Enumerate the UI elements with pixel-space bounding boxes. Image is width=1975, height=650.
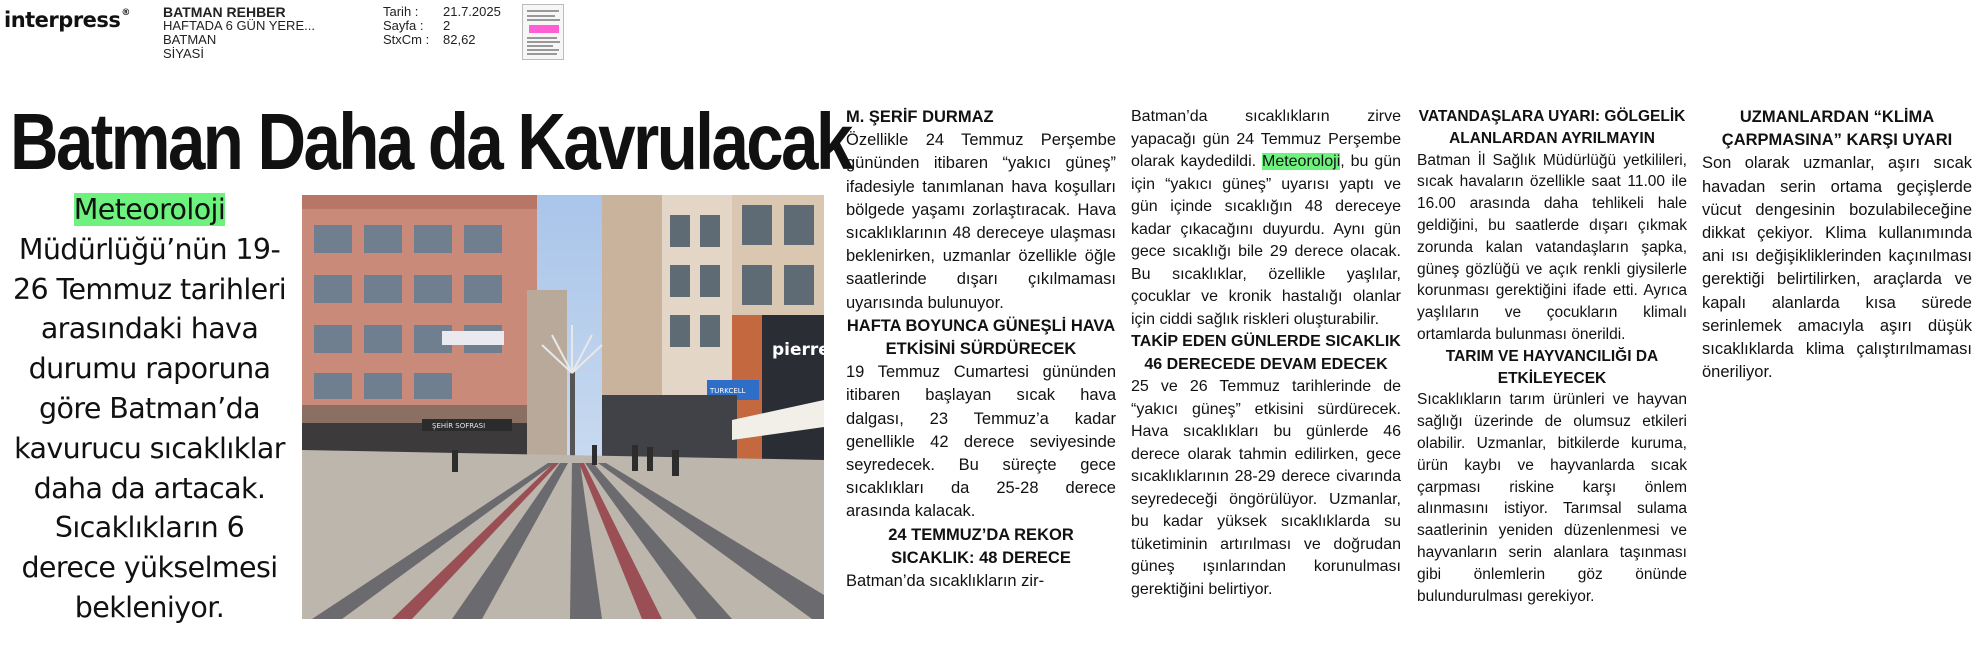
publication-frequency: HAFTADA 6 GÜN YERE... xyxy=(163,18,315,33)
clipping-meta xyxy=(383,5,501,47)
paragraph-3a: Batman’da sıcaklıkların zirve yapacağı gün 24 Temmuz Perşembe olarak kaydedildi. xyxy=(1131,108,1401,170)
paragraph-3 xyxy=(1131,106,1401,331)
page-thumbnail[interactable] xyxy=(522,4,564,60)
paragraph-4: 25 ve 26 Temmuz tarihlerinde de “yakıcı güneş” etkisini sürdürecek. Hava sıcaklıkları bu günlerde 46 derece olarak tahmin edilirken, gece sıcaklıklarının 28-29 derece civarında seyredeceği öngörülüyor. Uzmanlar, bu kadar yüksek sıcaklıklarda su tüketiminin artırılması ve doğrudan güneş ışınlarından korunulması gerektiğini belirtiyor. xyxy=(1131,378,1401,598)
byline: M. ŞERİF DURMAZ xyxy=(846,108,994,126)
lead-text: Müdürlüğü’nün 19-26 Temmuz tarihleri arasındaki hava durumu raporuna göre Batman’da kavurucu sıcaklıklar daha da artacak. Sıcaklıkların 6 derece yükselmesi bekleniyor. xyxy=(12,232,287,624)
paragraph-3b: , bu gün için “yakıcı güneş” uyarısı yaptı ve gün içinde sıcaklığın 48 dereceye kadar çıkacağını duyurdu. Aynı gün gece sıcaklığı bile 29 derece olacak. Bu sıcaklıklar, özellikle yaşlılar, çocuklar ve kronik hastalığı olanlar için ciddi sağlık riskleri oluşturabilir. xyxy=(1131,153,1401,328)
article-photo xyxy=(302,195,830,619)
subheading-3: TAKİP EDEN GÜNLERDE SICAKLIK 46 DERECEDE DEVAM EDECEK xyxy=(1131,333,1401,373)
article-lead xyxy=(8,190,291,628)
stxcm-label: StxCm : xyxy=(383,32,430,47)
publication-name: BATMAN REHBER xyxy=(163,4,286,20)
publication-info xyxy=(163,5,315,61)
paragraph-6: Sıcaklıkların tarım ürünleri ve hayvan sağlığı üzerinde de olumsuz etkileri olabilir. Uzmanlar, bitkilerde kuruma, ürün kaybı ve hayvanlarda sıcak çarpması riskine karşı önlem alınmasını istiyor. Tarımsal sulama saatlerinin yeniden düzenlenmesi ve hayvanların serin alanlara taşınması gibi önlemlerin göz önünde bulundurulması gerekiyor. xyxy=(1417,391,1687,605)
photo-shop2-sign: TURKCELL xyxy=(710,387,746,395)
publication-city: BATMAN xyxy=(163,32,217,47)
subheading-6: UZMANLARDAN “KLİMA ÇARPMASINA” KARŞI UYARI xyxy=(1721,108,1953,150)
paragraph-2: 19 Temmuz Cumartesi gününden itibaren başlayan sıcak hava dalgası, 23 Temmuz’a kadar genellikle 42 derece seviyesinde seyredecek. Bu süreçte gece sıcaklıkları da 25-28 derece arasında kalacak. xyxy=(846,363,1116,521)
subheading-5: TARIM VE HAYVANCILIĞI DA ETKİLEYECEK xyxy=(1445,347,1659,387)
paragraph-1: Özellikle 24 Temmuz Perşembe gününden itibaren “yakıcı güneş” ifadesiyle tanımlanan hava koşulları bölgede yaşamı zorlaştıracak. Hava sıcaklıklarının 48 dereceye ulaşması beklenirken, uzmanlar özellikle öğle saatlerinde dışarı çıkılmaması uyarısında bulunuyor. xyxy=(846,131,1116,312)
stxcm-value: 82,62 xyxy=(443,32,476,47)
paragraph-5: Batman İl Sağlık Müdürlüğü yetkilileri, sıcak havaların özellikle saat 11.00 ile 16.00 arasında daha tehlikeli hale geldiğini, bu saatlerde dışarı çıkmak zorunda kalan vatandaşların şapka, güneş gözlüğü ve açık renkli giysilerle korunması gerektiğini ifade etti. Ayrıca yaşlıların ve çocukların klimalı ortamlarda bulunması önerildi. xyxy=(1417,151,1687,343)
subheading-4: VATANDAŞLARA UYARI: GÖLGELİK ALANLARDAN AYRILMAYIN xyxy=(1418,108,1686,147)
paragraph-7: Son olarak uzmanlar, aşırı sıcak havadan serin ortama geçişlerde vücut dengesinin bozulabileceğine dikkat çekiyor. Klima kullanımında ani ısı değişikliklerinden kaçınılması gerektiği belirtilirken, araçlarda ve kapalı alanlarda kısa sürede serinlemek amacıyla aşırı düşük sıcaklıklarda klima çalıştırılmaması öneriliyor. xyxy=(1702,154,1972,382)
page-value: 2 xyxy=(443,18,451,33)
article-headline: Batman Daha da Kavrulacak xyxy=(10,97,851,186)
subheading-2: 24 TEMMUZ’DA REKOR SICAKLIK: 48 DERECE xyxy=(888,525,1074,567)
publication-category: SİYASİ xyxy=(163,46,204,61)
meteoroloji-highlight: Meteoroloji xyxy=(1261,153,1341,170)
page-label: Sayfa : xyxy=(383,18,424,33)
interpress-logo: interpress® xyxy=(4,8,130,32)
paragraph-3-start: Batman’da sıcaklıkların zir- xyxy=(846,572,1045,591)
lead-highlight: Meteoroloji xyxy=(73,193,226,226)
article-column-3 xyxy=(1417,106,1687,607)
date-value: 21.7.2025 xyxy=(443,4,501,19)
date-label: Tarih : xyxy=(383,4,419,19)
photo-sign-sehir-sofrasi: ŞEHİR SOFRASI xyxy=(432,422,486,430)
subheading-1: HAFTA BOYUNCA GÜNEŞLİ HAVA ETKİSİNİ SÜRDÜRECEK xyxy=(846,316,1116,359)
photo-shop-sign: pierre xyxy=(772,340,830,360)
article-column-2 xyxy=(1131,106,1401,601)
article-column-1 xyxy=(846,106,1116,593)
article-column-4 xyxy=(1702,106,1972,384)
